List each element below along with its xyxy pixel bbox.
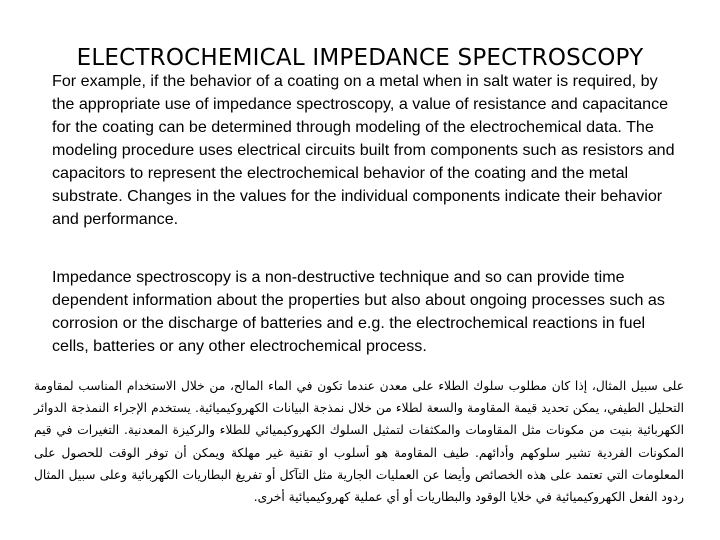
paragraph-non-destructive: Impedance spectroscopy is a non-destructive technique and so can provide time dependent information about the properties but also about ongoing processes such as corrosion or the discharge of batteries and e.g. the electrochemical reactions in fuel cells, batteries or any other electrochemical process. [52, 268, 665, 355]
slide-title: ELECTROCHEMICAL IMPEDANCE SPECTROSCOPY [76, 45, 644, 72]
paragraph-coating-example: For example, if the behavior of a coating on a metal when in salt water is required, by the appropriate use of impedance spectroscopy, a value of resistance and capacitance for the coating can be determined through modeling of the electrochemical data. The modeling procedure uses electrical circuits built from components such as resistors and capacitors to represent the electrochemical behavior of the coating and the metal substrate. Changes in the values for the individual components indicate their behavior and performance. [52, 72, 675, 228]
arabic-translation: على سبيل المثال، إذا كان مطلوب سلوك الطلاء على معدن عندما تكون في الماء المالح، من خلال الاستخدام المناسب لمقاومة التحليل الطيفي، يمكن تحديد قيمة المقاومة والسعة لطلاء من خلال نمذجة البيانات الكهروكيميائية. يستخدم الإجراء النمذجة الدوائر الكهربائية بنيت من مكونات مثل المقاومات والمكثفات لتمثيل السلوك الكهروكيميائي للطلاء والركيزة المعدنية. التغيرات في قيم المكونات الفردية تشير سلوكهم وأدائهم. طيف المقاومة هو أسلوب او تقنية غير مهلكة ويمكن أن توفر الوقت للحصول على المعلومات التي تعتمد على هذه الخصائص وأيضا عن العمليات الجارية مثل التآكل أو تفريغ البطاريات الكهربائية وعلى سبيل المثال ردود الفعل الكهروكيميائية في خلايا الوقود والبطاريات أو أي عملية كهروكيميائية أخرى. [34, 379, 684, 505]
